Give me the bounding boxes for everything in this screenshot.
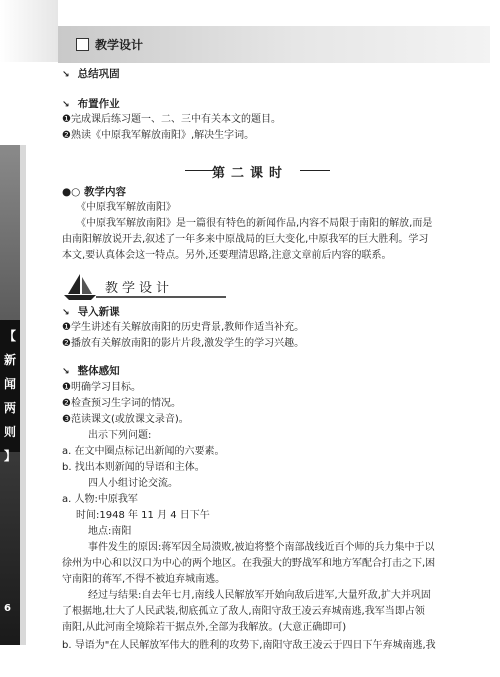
design-banner: 教学设计 bbox=[105, 281, 174, 296]
text-line: ❶明确学习目标。 bbox=[62, 382, 141, 393]
section-heading-text: 布置作业 bbox=[77, 98, 120, 110]
text-line: 南阳,从此河南全境除若干据点外,全部为我解放。(大意正确即可) bbox=[62, 622, 347, 633]
corner-arrow-icon: ↘ bbox=[62, 100, 70, 110]
text-line: ❷熟读《中原我军解放南阳》,解决生字词。 bbox=[62, 130, 255, 141]
design-banner-rule bbox=[96, 296, 226, 298]
chapter-tab bbox=[0, 320, 20, 463]
text-line: 《中原我军解放南阳》 bbox=[76, 202, 176, 213]
chapter-tab-char: 】 bbox=[3, 449, 16, 463]
text-line: 守南阳的蒋军,不得不被迫弃城南逃。 bbox=[62, 574, 226, 585]
corner-arrow-icon: ↘ bbox=[62, 367, 70, 377]
text-line: 经过与结果:自去年七月,南线人民解放军开始向敌后进军,大量歼敌,扩大并巩固 bbox=[88, 590, 431, 601]
section-heading-text: 总结巩固 bbox=[77, 68, 120, 80]
corner-arrow-icon: ↘ bbox=[62, 308, 70, 318]
checkbox-icon bbox=[76, 38, 89, 51]
side-rail-highlight bbox=[20, 145, 26, 645]
page-number: 6 bbox=[4, 603, 11, 614]
chapter-tab-char: 两 bbox=[3, 401, 16, 415]
section-heading: ●○ 教学内容 bbox=[62, 186, 126, 198]
text-line: 事件发生的原因:蒋军因全局溃败,被迫将整个南部战线近百个师的兵力集中于以 bbox=[88, 542, 435, 553]
section-heading-text: 导入新课 bbox=[77, 306, 120, 318]
text-line: 徐州为中心和以汉口为中心的两个地区。在我强大的野战军和地方军配合打击之下,困 bbox=[62, 558, 436, 569]
text-line: 本文,要认真体会这一特点。另外,还要理清思路,注意文章前后内容的联系。 bbox=[62, 250, 392, 261]
sailboat-icon bbox=[62, 272, 98, 302]
section-heading bbox=[62, 67, 120, 82]
text-line: 地点:南阳 bbox=[88, 526, 132, 537]
text-line: 《中原我军解放南阳》是一篇很有特色的新闻作品,内容不局限于南阳的解放,而是 bbox=[76, 218, 433, 229]
text-line: ❶学生讲述有关解放南阳的历史背景,教师作适当补充。 bbox=[62, 322, 305, 333]
chapter-tab-char: 则 bbox=[3, 425, 16, 439]
text-line: a. 在文中圈点标记出新闻的六要素。 bbox=[62, 446, 225, 457]
header-title bbox=[76, 36, 143, 53]
header-corner-shade bbox=[0, 0, 58, 62]
text-line: ❶完成课后练习题一、二、三中有关本文的题目。 bbox=[62, 114, 281, 125]
text-line: b. 导语为"在人民解放军伟大的胜利的攻势下,南阳守敌王凌云于四日下午弃城南逃,我 bbox=[62, 640, 436, 651]
text-line: ❷检查预习生字词的情况。 bbox=[62, 398, 181, 409]
lesson-title: 第二课时 bbox=[211, 166, 288, 181]
text-line: 四人小组讨论交流。 bbox=[88, 478, 178, 489]
text-line: 时间:1948 年 11 月 4 日下午 bbox=[76, 510, 210, 521]
text-line: 了根据地,壮大了人民武装,彻底孤立了敌人,南阳守敌王凌云弃城南逃,我军当即占领 bbox=[62, 606, 425, 617]
text-line: 由南阳解放说开去,叙述了一年多来中原战局的巨大变化,中原我军的巨大胜利。学习 bbox=[62, 234, 429, 245]
text-line: a. 人物:中原我军 bbox=[62, 494, 138, 505]
section-heading bbox=[62, 97, 120, 112]
section-heading-text: 整体感知 bbox=[77, 365, 120, 377]
text-line: b. 找出本则新闻的导语和主体。 bbox=[62, 462, 205, 473]
header-title-text: 教学设计 bbox=[95, 38, 144, 52]
chapter-tab-char: 新 bbox=[3, 353, 16, 367]
section-heading bbox=[62, 305, 120, 320]
section-heading bbox=[62, 364, 120, 379]
chapter-tab-char: 闻 bbox=[3, 377, 16, 391]
text-line: 出示下列问题: bbox=[88, 430, 152, 441]
text-line: ❸范读课文(或放课文录音)。 bbox=[62, 414, 189, 425]
chapter-tab-char: 【 bbox=[3, 329, 16, 343]
text-line: ❷播放有关解放南阳的影片片段,激发学生的学习兴趣。 bbox=[62, 338, 305, 349]
corner-arrow-icon: ↘ bbox=[62, 70, 70, 80]
